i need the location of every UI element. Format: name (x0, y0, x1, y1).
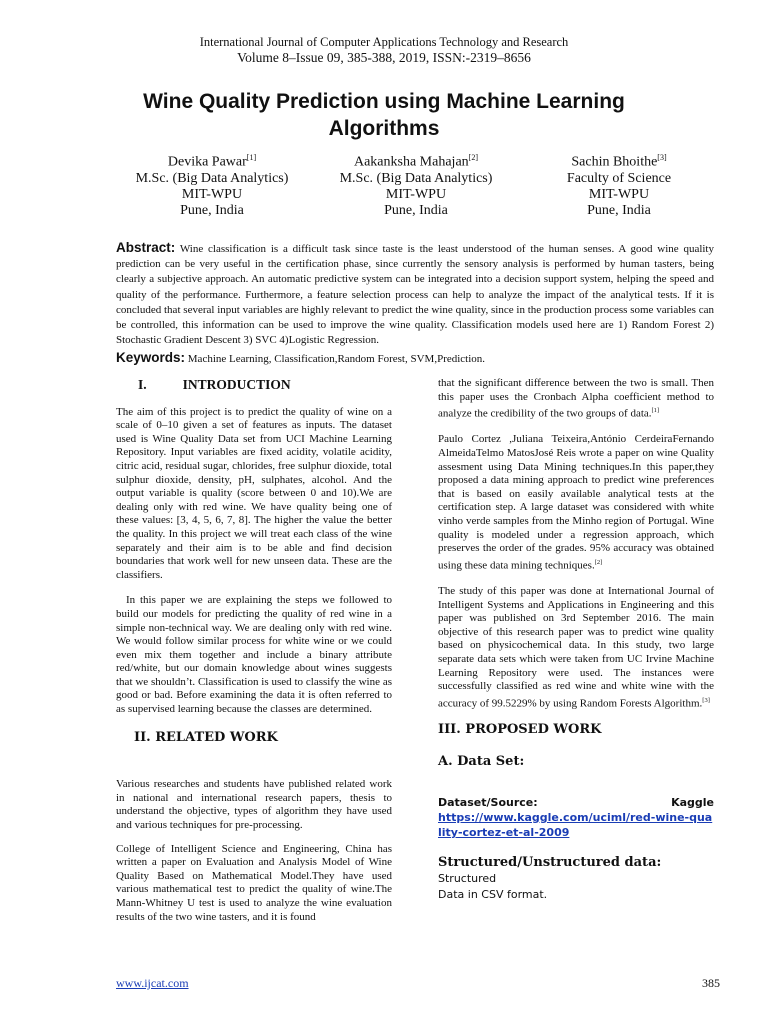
intro-paragraph-1: The aim of this project is to predict the quality of wine on a scale of 0–10 given a set of features as inputs. The dataset used is Wine Quality Data set from UCI Machine Learning Repository. Input variables are fixed acidity, volatile acidity, citric acid, residual sugar, chlorides, free sulphur dioxide, total sulphur dioxide, density, pH, sulphates, alcohol. And the output variable is quality (score between 0 and 10).We are dealing only with red wine. We have quality being one of these values: [3, 4, 5, 6, 7, 8]. The higher the value the better the quality. In this project we will treat each class of the wine separately and their aim is to be able and find decision boundaries that work well for new unseen data. These are the classifiers. (116, 405, 392, 581)
intro-title: INTRODUCTION (182, 377, 291, 392)
author-name: Devika Pawar (167, 154, 247, 170)
author-ref: [1] (246, 153, 257, 162)
related-work-heading: II. RELATED WORK (134, 729, 278, 745)
journal-header (0, 35, 768, 65)
author-name: Aakanksha Mahajan (353, 154, 469, 170)
paper-title (100, 88, 668, 142)
proposed-work-heading: III. PROPOSED WORK (438, 722, 602, 738)
abstract-label: Abstract: (116, 240, 176, 255)
author-city: Pune, India (384, 202, 448, 218)
left-column (116, 378, 392, 924)
keywords-label: Keywords: (116, 350, 186, 365)
intro-number: I. (138, 377, 147, 392)
author-city: Pune, India (587, 202, 651, 218)
structured-value: Structured (438, 872, 497, 885)
author-institution: MIT-WPU (588, 186, 650, 202)
citation-ref: [2] (594, 558, 603, 566)
right-paragraph-2-text: Paulo Cortez ,Juliana Teixeira,António CerdeiraFernando AlmeidaTelmo MatosJosé Reis wrote a paper on wine Quality assesment using Data Mining techniques.In this paper,they proposed a data mining approach to predict wine preferences that is based on easily available analytical tests at the certification step. A large dataset was considered with white vinho verde samples from the Minho region of Portugal. Wine quality is modeled under a regression approach, which preserves the order of the grades. 95% accuracy was obtained using these data mining techniques. (438, 433, 714, 572)
related-paragraph-1: Various researches and students have published related work in national and international research papers, thesis to understand the objective, types of algorithm they have used and various techniques for pre-processing. (116, 778, 392, 832)
author-degree: M.Sc. (Big Data Analytics) (339, 170, 493, 186)
citation-ref: [1] (651, 407, 660, 415)
structured-format: Data in CSV format. (438, 888, 548, 901)
keywords-text: Machine Learning, Classification,Random Forest, SVM,Prediction. (185, 353, 486, 365)
dataset-source-row (438, 796, 714, 810)
author-institution: MIT-WPU (385, 186, 447, 202)
author-city: Pune, India (180, 202, 244, 218)
right-paragraph-1-text: that the significant difference between the two is small. Then this paper uses the Cronbach Alpha coefficient method to analyze the credibility of the two groups of data. (438, 377, 714, 420)
author-institution: MIT-WPU (181, 186, 243, 202)
kaggle-link-line-2[interactable]: lity-cortez-et-al-2009 (438, 826, 570, 840)
author-1 (112, 150, 312, 219)
author-degree: Faculty of Science (566, 170, 672, 186)
citation-ref: [3] (702, 696, 710, 704)
right-paragraph-1 (438, 377, 714, 421)
journal-name: International Journal of Computer Applications Technology and Research (199, 35, 569, 49)
journal-volume: Volume 8–Issue 09, 385-388, 2019, ISSN:-2319–8656 (237, 50, 531, 65)
structured-label: Structured/Unstructured data: (438, 855, 662, 870)
intro-heading (138, 378, 392, 392)
structured-data (438, 855, 714, 903)
dataset-source-label: Dataset/Source: (438, 796, 538, 810)
related-paragraph-2: College of Intelligent Science and Engineering, China has written a paper on Evaluation and Analysis Model of Wine Quality Based on Mathematical Model.They have used various mathematical test to predict the quality of wine.The Mann-Whitney U test is used to analyze the wine evaluation results of the two wine tasters, and it is found (116, 842, 392, 923)
dataset-source-value: Kaggle (671, 796, 714, 810)
title-line-1: Wine Quality Prediction using Machine Learning (143, 90, 625, 113)
author-ref: [3] (657, 153, 667, 162)
right-paragraph-3-text: The study of this paper was done at International Journal of Intelligent Systems and Applications in Engineering and this paper was published on 3rd September 2016. The main objective of this research paper was to predict wine quality based on physicochemical data. In this study, two large separate data sets which were taken from UC Irvine Machine Learning Repository were used. The instances were successfully classified as red wine and white wine with the accuracy of 99.5229% by using Random Forests Algorithm. (438, 585, 714, 710)
dataset-heading: A. Data Set: (438, 753, 525, 769)
author-name: Sachin Bhoithe (571, 154, 658, 170)
author-degree: M.Sc. (Big Data Analytics) (135, 170, 289, 186)
kaggle-link-line-1[interactable]: https://www.kaggle.com/uciml/red-wine-qua (438, 810, 713, 824)
abstract (116, 240, 714, 348)
right-column (438, 377, 714, 903)
right-paragraph-2 (438, 433, 714, 573)
keywords (116, 350, 714, 367)
intro-paragraph-2: In this paper we are explaining the steps we followed to build our models for predicting the quality of red wine in a simple non-technical way. We are dealing only with red wine. We would follow similar process for white wine or we could even mix them together and include a binary attribute red/white, but our domain knowledge about wines suggests that we shouldn’t. Classification is used to classify the wine as good or bad. Before examining the data it is often referred to as supervised learning because the classes are determined. (116, 594, 392, 716)
abstract-text: Wine classification is a difficult task since taste is the least understood of the human senses. A good wine quality prediction can be very useful in the certification phase, since currently the sensory analysis is performed by human tasters, being clearly a subjective approach. An automatic predictive system can be integrated into a decision support system, helping the speed and quality of the performance. Furthermore, a feature selection process can help to analyze the impact of the analytical tests. If it is concluded that several input variables are highly relevant to predict the wine quality, since in the production process some variables can be controlled, this information can be used to improve the wine quality. Classification models used here are 1) Random Forest 2) Stochastic Gradient Descent 3) SVC 4)Logistic Regression. (116, 243, 714, 347)
author-3 (519, 150, 719, 219)
title-line-2: Algorithms (328, 117, 440, 140)
page-number: 385 (702, 976, 720, 990)
author-ref: [2] (468, 153, 478, 162)
author-2 (316, 150, 516, 219)
footer-website-link[interactable]: www.ijcat.com (116, 976, 189, 990)
dataset-link[interactable] (438, 810, 714, 841)
right-paragraph-3 (438, 585, 714, 711)
